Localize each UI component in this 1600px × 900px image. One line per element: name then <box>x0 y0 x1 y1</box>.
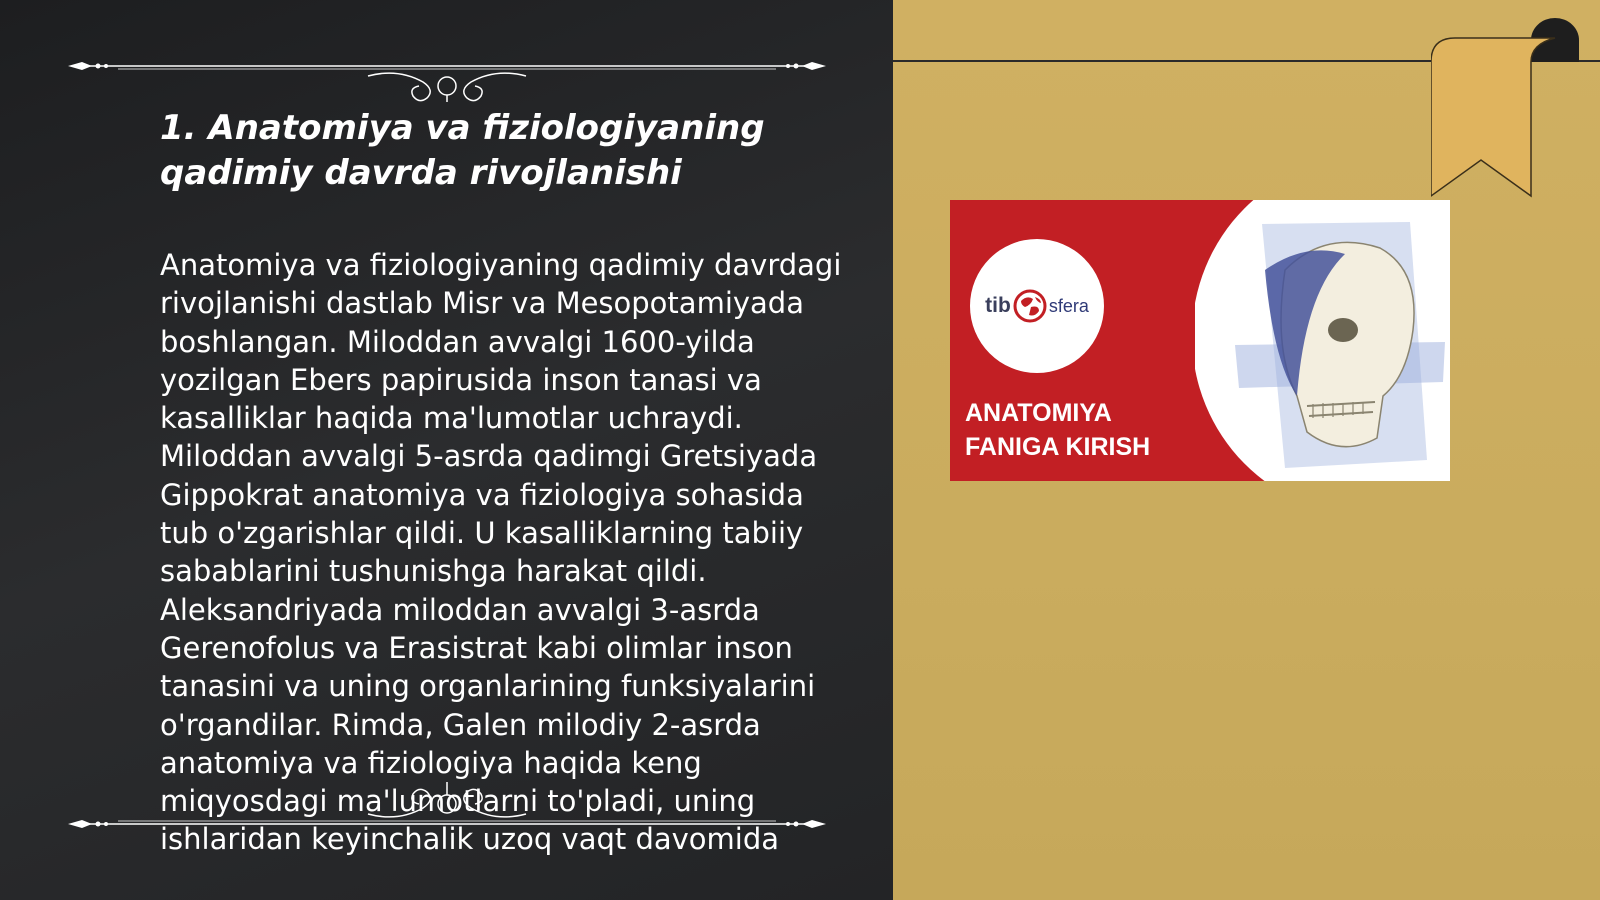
skull-illustration-icon <box>1195 200 1450 481</box>
globe-icon <box>1013 289 1047 323</box>
logo-text-right: sfera <box>1048 295 1089 316</box>
tibsfera-logo <box>970 239 1104 373</box>
slide-title: 1. Anatomiya va fiziologiyaning qadimiy davrda rivojlanishi <box>160 108 765 193</box>
ornament-divider-top <box>68 42 826 102</box>
image-panel <box>893 0 1600 900</box>
slide-body-text: Anatomiya va fiziologiyaning qadimiy davrdagi rivojlanishi dastlab Misr va Mesopotamiyada boshlangan. Miloddan avvalgi 1600-yilda yozilgan Ebers papirusida inson tanasi va kasalliklar haqida ma'lumotlar uchraydi. Miloddan avvalgi 5-asrda qadimgi Gretsiyada Gippokrat anatomiya va fiziologiya sohasida tub o'zgarishlar qildi. U kasalliklarning tabiiy sabablarini tushunishga harakat qildi. Aleksandriyada miloddan avvalgi 3-asrda Gerenofolus va Erasistrat kabi olimlar inson tanasini va uning organlarining funksiyalarini o'rgandilar. Rimda, Galen milodiy 2-asrda anatomiya va fiziologiya haqida keng miqyosdagi ma'lumotlarni to'pladi, uning ishlaridan keyinchalik uzoq vaqt davomida <box>160 248 842 857</box>
anatomy-banner-image <box>950 200 1450 481</box>
logo-text-left: tib <box>985 294 1011 317</box>
bookmark-ribbon-icon <box>1431 0 1600 200</box>
ornament-divider-bottom <box>68 782 826 842</box>
banner-title: ANATOMIYA FANIGA KIRISH <box>965 399 1151 461</box>
